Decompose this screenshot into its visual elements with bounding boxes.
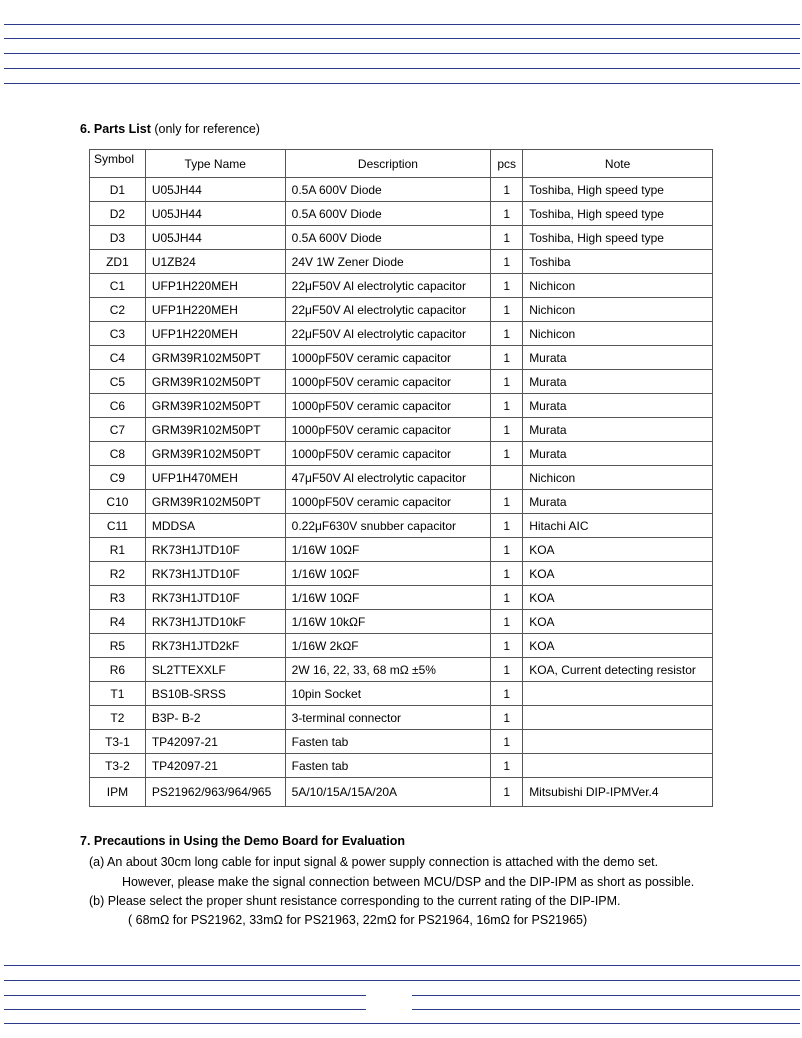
cell-pcs: [491, 466, 523, 490]
cell-note: [523, 754, 713, 778]
cell-note: KOA: [523, 586, 713, 610]
cell-pcs: 1: [491, 658, 523, 682]
cell-note: KOA: [523, 562, 713, 586]
header-symbol: Symbol: [90, 150, 146, 178]
header-pcs: pcs: [491, 150, 523, 178]
header-note: Note: [523, 150, 713, 178]
cell-type-name: RK73H1JTD10kF: [145, 610, 285, 634]
cell-symbol: D2: [90, 202, 146, 226]
cell-pcs: 1: [491, 178, 523, 202]
cell-symbol: C2: [90, 298, 146, 322]
cell-type-name: UFP1H220MEH: [145, 298, 285, 322]
cell-symbol: C4: [90, 346, 146, 370]
cell-description: 3-terminal connector: [285, 706, 491, 730]
cell-type-name: UFP1H220MEH: [145, 274, 285, 298]
table-row: [90, 562, 713, 586]
section-6-heading: 6. Parts List: [80, 122, 151, 136]
cell-type-name: TP42097-21: [145, 730, 285, 754]
cell-type-name: RK73H1JTD10F: [145, 562, 285, 586]
table-row: [90, 514, 713, 538]
footer-rule-3-left: [4, 995, 366, 996]
cell-symbol: R2: [90, 562, 146, 586]
cell-symbol: C3: [90, 322, 146, 346]
cell-symbol: R1: [90, 538, 146, 562]
cell-type-name: U05JH44: [145, 226, 285, 250]
cell-description: 2W 16, 22, 33, 68 mΩ ±5%: [285, 658, 491, 682]
table-row: [90, 586, 713, 610]
cell-type-name: RK73H1JTD2kF: [145, 634, 285, 658]
cell-note: Mitsubishi DIP-IPMVer.4: [523, 778, 713, 807]
cell-description: 0.5A 600V Diode: [285, 178, 491, 202]
cell-pcs: 1: [491, 202, 523, 226]
cell-type-name: RK73H1JTD10F: [145, 538, 285, 562]
cell-type-name: B3P- B-2: [145, 706, 285, 730]
cell-pcs: 1: [491, 586, 523, 610]
table-row: [90, 682, 713, 706]
table-row: [90, 442, 713, 466]
table-row: [90, 274, 713, 298]
cell-pcs: 1: [491, 226, 523, 250]
cell-description: 24V 1W Zener Diode: [285, 250, 491, 274]
cell-symbol: T1: [90, 682, 146, 706]
cell-pcs: 1: [491, 706, 523, 730]
table-row: [90, 322, 713, 346]
cell-description: 47μF50V Al electrolytic capacitor: [285, 466, 491, 490]
cell-note: Nichicon: [523, 274, 713, 298]
table-row: [90, 250, 713, 274]
cell-note: Murata: [523, 490, 713, 514]
footer-rule-3-right: [412, 995, 800, 996]
cell-pcs: 1: [491, 370, 523, 394]
table-row: [90, 754, 713, 778]
table-row: [90, 202, 713, 226]
cell-symbol: IPM: [90, 778, 146, 807]
cell-note: Murata: [523, 346, 713, 370]
cell-note: Murata: [523, 418, 713, 442]
cell-type-name: GRM39R102M50PT: [145, 418, 285, 442]
cell-description: 1000pF50V ceramic capacitor: [285, 490, 491, 514]
cell-note: KOA: [523, 538, 713, 562]
parts-list-table: [89, 149, 713, 807]
table-row: [90, 610, 713, 634]
cell-type-name: BS10B-SRSS: [145, 682, 285, 706]
header-rule-3: [4, 53, 800, 54]
cell-description: 1000pF50V ceramic capacitor: [285, 442, 491, 466]
cell-description: 1/16W 10ΩF: [285, 538, 491, 562]
cell-type-name: GRM39R102M50PT: [145, 370, 285, 394]
cell-description: 0.5A 600V Diode: [285, 202, 491, 226]
cell-description: Fasten tab: [285, 730, 491, 754]
cell-pcs: 1: [491, 322, 523, 346]
cell-description: 22μF50V Al electrolytic capacitor: [285, 274, 491, 298]
cell-symbol: R5: [90, 634, 146, 658]
cell-note: Murata: [523, 370, 713, 394]
cell-note: Nichicon: [523, 322, 713, 346]
cell-description: 22μF50V Al electrolytic capacitor: [285, 322, 491, 346]
cell-description: 1000pF50V ceramic capacitor: [285, 370, 491, 394]
cell-type-name: GRM39R102M50PT: [145, 394, 285, 418]
cell-pcs: 1: [491, 754, 523, 778]
table-row: [90, 538, 713, 562]
table-row: [90, 418, 713, 442]
cell-pcs: 1: [491, 682, 523, 706]
header-rule-2: [4, 38, 800, 39]
cell-symbol: T3-2: [90, 754, 146, 778]
cell-pcs: 1: [491, 442, 523, 466]
footer-rule-4-right: [412, 1009, 800, 1010]
cell-type-name: UFP1H220MEH: [145, 322, 285, 346]
cell-description: 10pin Socket: [285, 682, 491, 706]
precaution-a-line-1: (a) An about 30cm long cable for input signal & power supply connection is attached with the demo set.: [89, 855, 659, 869]
cell-description: Fasten tab: [285, 754, 491, 778]
header-rule-5: [4, 83, 800, 84]
cell-description: 1000pF50V ceramic capacitor: [285, 346, 491, 370]
cell-symbol: C11: [90, 514, 146, 538]
cell-pcs: 1: [491, 250, 523, 274]
cell-description: 1/16W 10kΩF: [285, 610, 491, 634]
cell-symbol: T3-1: [90, 730, 146, 754]
cell-symbol: C7: [90, 418, 146, 442]
cell-description: 1000pF50V ceramic capacitor: [285, 394, 491, 418]
cell-type-name: U05JH44: [145, 178, 285, 202]
precaution-b-line-1: (b) Please select the proper shunt resistance corresponding to the current rating of the DIP-IPM.: [89, 894, 621, 908]
cell-type-name: MDDSA: [145, 514, 285, 538]
cell-description: 22μF50V Al electrolytic capacitor: [285, 298, 491, 322]
cell-note: Toshiba, High speed type: [523, 202, 713, 226]
cell-note: Hitachi AIC: [523, 514, 713, 538]
table-row: [90, 394, 713, 418]
table-row: [90, 178, 713, 202]
table-row: [90, 658, 713, 682]
cell-description: 1/16W 10ΩF: [285, 586, 491, 610]
table-header-row: [90, 150, 713, 178]
cell-type-name: GRM39R102M50PT: [145, 490, 285, 514]
footer-rule-5: [4, 1023, 800, 1024]
cell-pcs: 1: [491, 298, 523, 322]
cell-symbol: C9: [90, 466, 146, 490]
footer-rule-1: [4, 965, 800, 966]
table-row: [90, 370, 713, 394]
cell-type-name: RK73H1JTD10F: [145, 586, 285, 610]
cell-symbol: D3: [90, 226, 146, 250]
cell-note: Murata: [523, 442, 713, 466]
cell-symbol: C10: [90, 490, 146, 514]
section-6-title: [80, 122, 260, 136]
header-rule-1: [4, 24, 800, 25]
cell-type-name: U05JH44: [145, 202, 285, 226]
cell-note: Toshiba, High speed type: [523, 178, 713, 202]
cell-note: [523, 706, 713, 730]
cell-type-name: GRM39R102M50PT: [145, 346, 285, 370]
cell-note: Toshiba: [523, 250, 713, 274]
cell-symbol: T2: [90, 706, 146, 730]
cell-note: Nichicon: [523, 298, 713, 322]
cell-description: 0.22μF630V snubber capacitor: [285, 514, 491, 538]
cell-description: 5A/10/15A/15A/20A: [285, 778, 491, 807]
precaution-a-line-2: However, please make the signal connection between MCU/DSP and the DIP-IPM as short as possible.: [122, 875, 695, 889]
cell-description: 1/16W 2kΩF: [285, 634, 491, 658]
table-row: [90, 298, 713, 322]
cell-pcs: 1: [491, 634, 523, 658]
header-description: Description: [285, 150, 491, 178]
cell-type-name: UFP1H470MEH: [145, 466, 285, 490]
cell-pcs: 1: [491, 610, 523, 634]
table-row: [90, 706, 713, 730]
table-row: [90, 226, 713, 250]
cell-note: Murata: [523, 394, 713, 418]
cell-type-name: GRM39R102M50PT: [145, 442, 285, 466]
cell-pcs: 1: [491, 538, 523, 562]
cell-symbol: D1: [90, 178, 146, 202]
section-6-note: (only for reference): [154, 122, 260, 136]
cell-symbol: C5: [90, 370, 146, 394]
cell-note: KOA: [523, 634, 713, 658]
cell-pcs: 1: [491, 490, 523, 514]
cell-type-name: PS21962/963/964/965: [145, 778, 285, 807]
cell-type-name: SL2TTEXXLF: [145, 658, 285, 682]
table-row: [90, 490, 713, 514]
table-row: [90, 634, 713, 658]
table-row: [90, 778, 713, 807]
cell-pcs: 1: [491, 274, 523, 298]
table-row: [90, 346, 713, 370]
section-7-title: 7. Precautions in Using the Demo Board for Evaluation: [80, 834, 406, 848]
cell-pcs: 1: [491, 346, 523, 370]
cell-pcs: 1: [491, 394, 523, 418]
parts-table-body: [90, 178, 713, 807]
cell-symbol: C1: [90, 274, 146, 298]
cell-note: [523, 730, 713, 754]
cell-pcs: 1: [491, 514, 523, 538]
cell-symbol: C8: [90, 442, 146, 466]
cell-symbol: R6: [90, 658, 146, 682]
cell-pcs: 1: [491, 730, 523, 754]
cell-note: Toshiba, High speed type: [523, 226, 713, 250]
cell-note: KOA: [523, 610, 713, 634]
footer-rule-4-left: [4, 1009, 366, 1010]
cell-symbol: R4: [90, 610, 146, 634]
header-type-name: Type Name: [145, 150, 285, 178]
cell-pcs: 1: [491, 562, 523, 586]
footer-rule-2: [4, 980, 800, 981]
table-row: [90, 466, 713, 490]
cell-note: [523, 682, 713, 706]
cell-note: KOA, Current detecting resistor: [523, 658, 713, 682]
cell-pcs: 1: [491, 778, 523, 807]
cell-description: 0.5A 600V Diode: [285, 226, 491, 250]
cell-note: Nichicon: [523, 466, 713, 490]
cell-type-name: U1ZB24: [145, 250, 285, 274]
cell-type-name: TP42097-21: [145, 754, 285, 778]
cell-pcs: 1: [491, 418, 523, 442]
cell-description: 1/16W 10ΩF: [285, 562, 491, 586]
precaution-b-line-2: ( 68mΩ for PS21962, 33mΩ for PS21963, 22mΩ for PS21964, 16mΩ for PS21965): [128, 913, 588, 927]
table-row: [90, 730, 713, 754]
cell-symbol: ZD1: [90, 250, 146, 274]
cell-symbol: C6: [90, 394, 146, 418]
cell-description: 1000pF50V ceramic capacitor: [285, 418, 491, 442]
cell-symbol: R3: [90, 586, 146, 610]
header-rule-4: [4, 68, 800, 69]
